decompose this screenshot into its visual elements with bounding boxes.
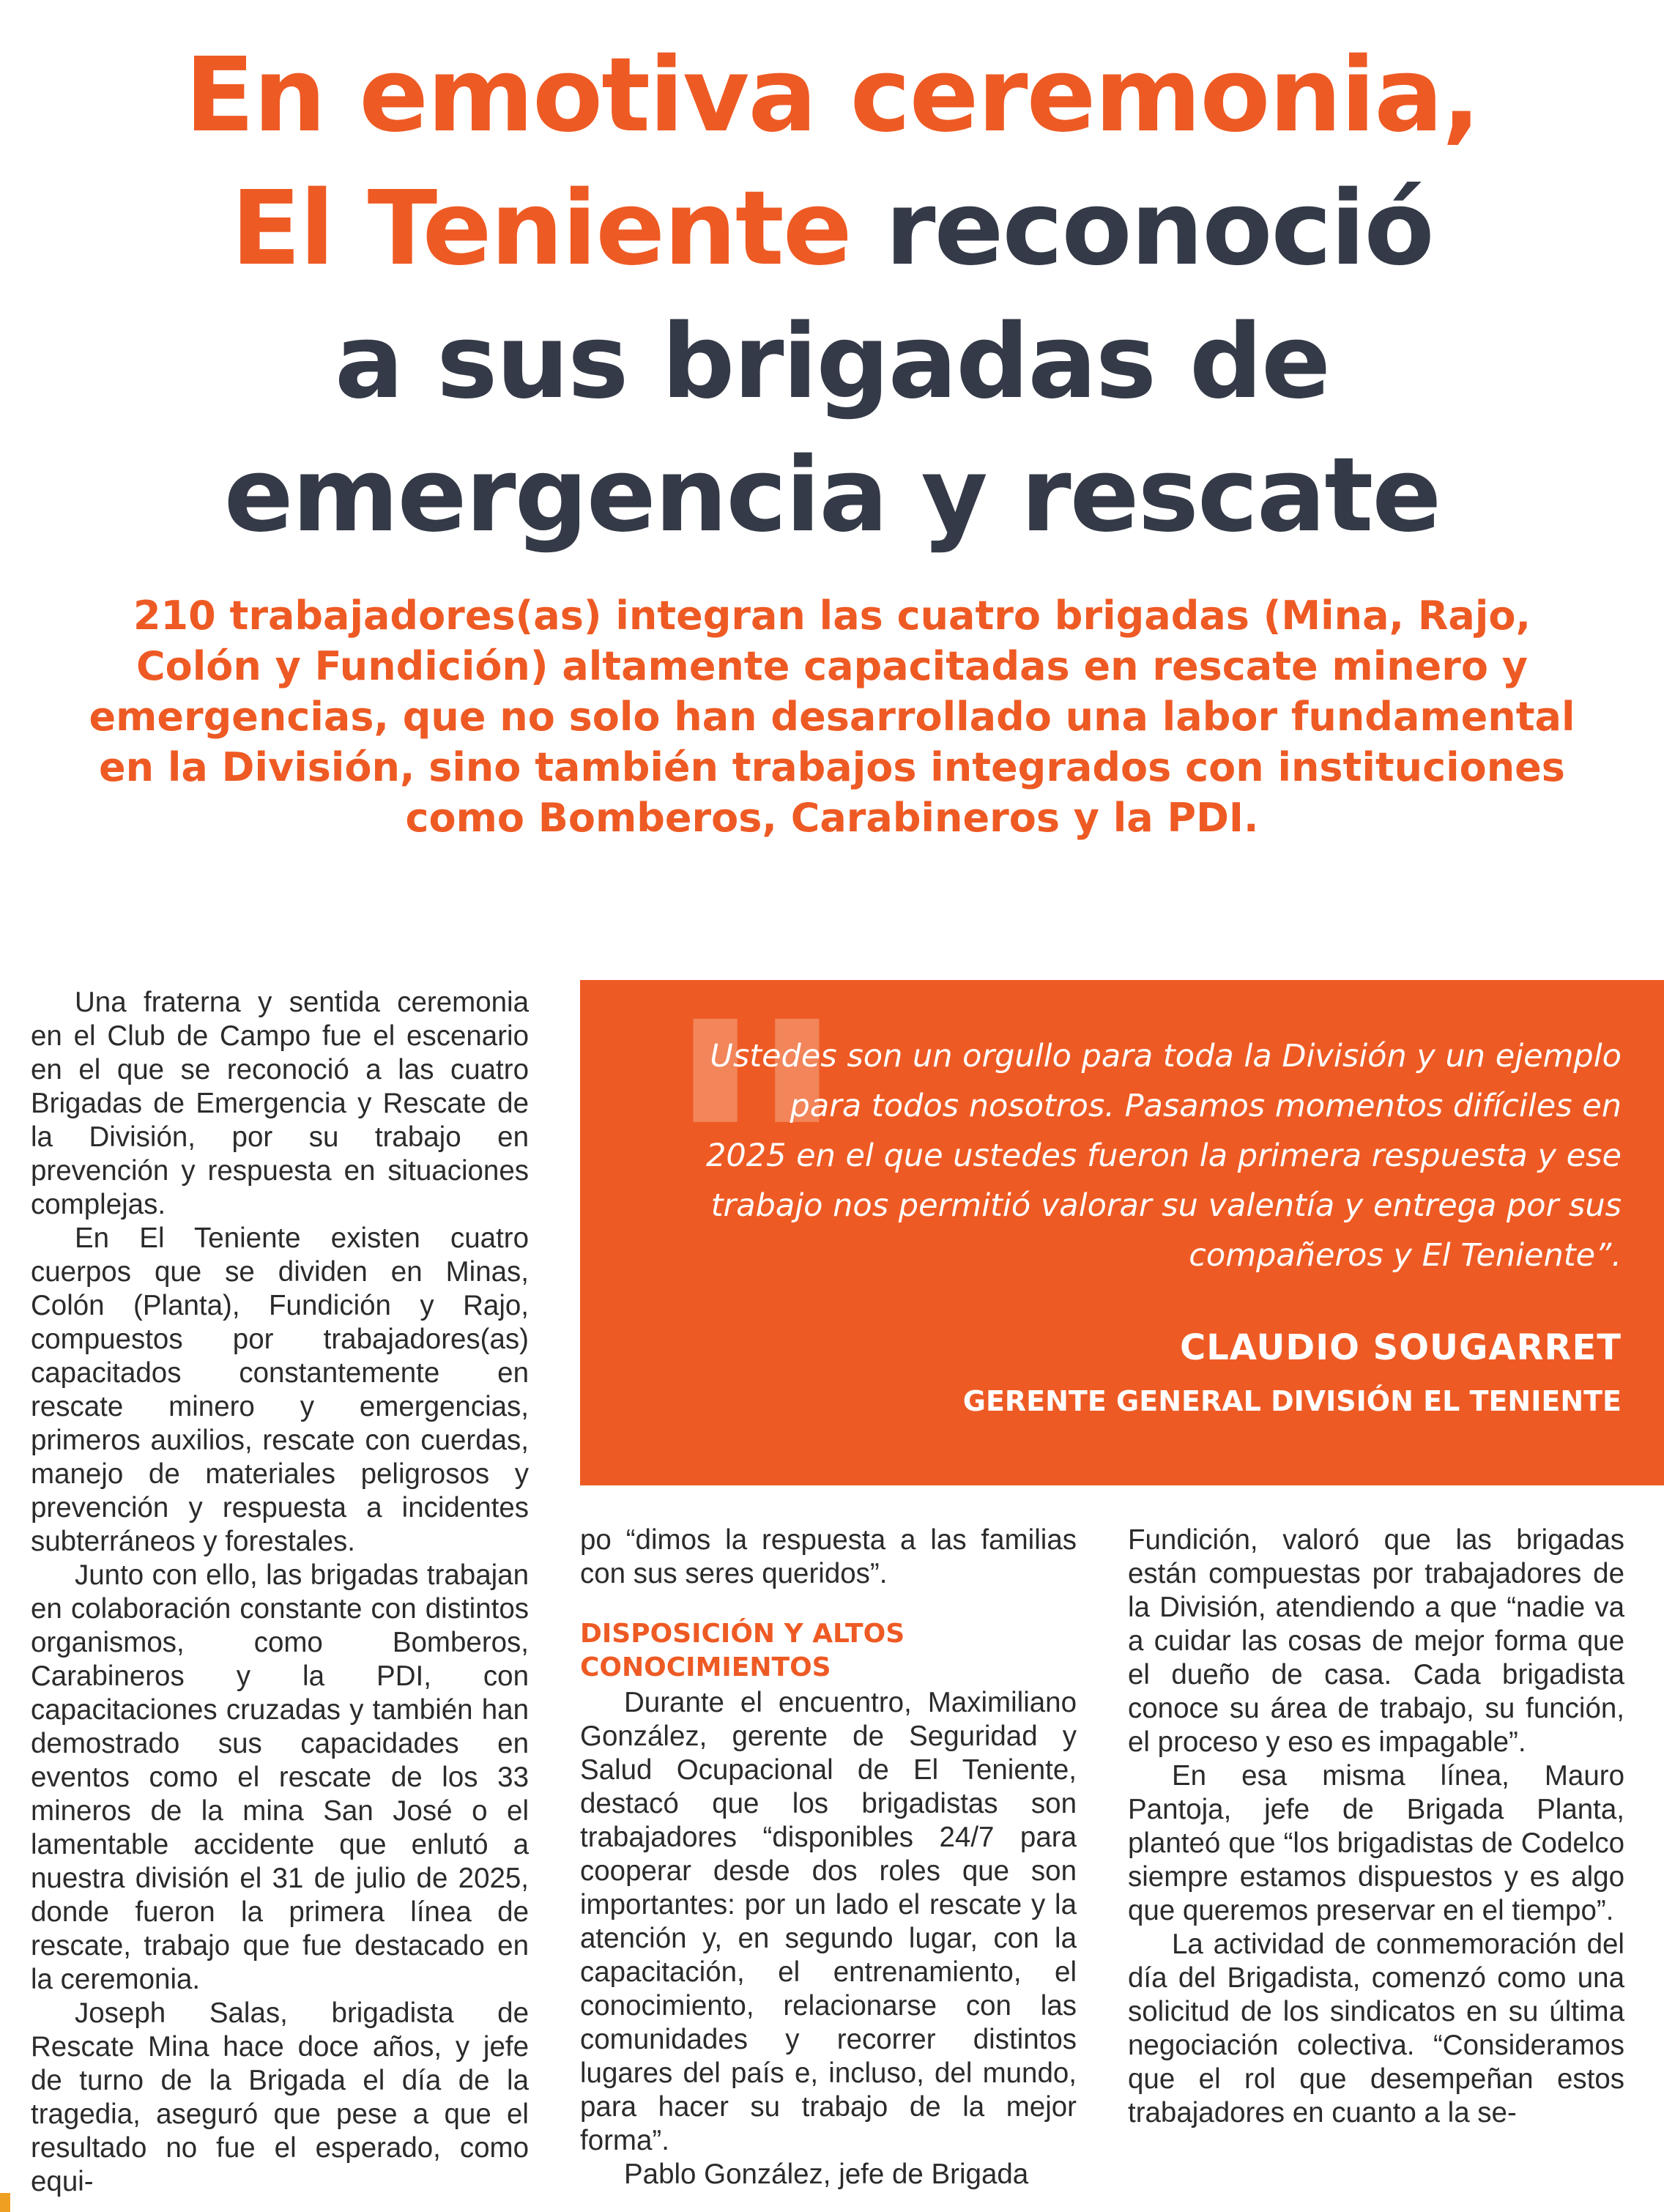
article-column-1 — [31, 986, 529, 2199]
paragraph: Pablo González, jefe de Brigada — [624, 2159, 1029, 2190]
paragraph: Junto con ello, las brigadas trabajan en colaboración constante con distintos organismos, como Bomberos, Carabineros y la PDI, con capacitaciones cruzadas y también han demostrado sus capacidades en eventos como el rescate de los 33 mineros de la mina San José o el lamentable accidente que enlutó a nuestra división el 31 de julio de 2025, donde fueron la primera línea de rescate, trabajo que fue destacado en la ceremonia. — [31, 1559, 529, 1995]
section-heading: DISPOSICIÓN Y ALTOS CONOCIMIENTOS — [580, 1619, 905, 1682]
page-marker — [0, 2193, 10, 2212]
article-column-3 — [1128, 1523, 1624, 2130]
headline-line-4: emergencia y rescate — [223, 436, 1441, 555]
headline-line-2 — [44, 163, 1620, 296]
quote-author-role: GERENTE GENERAL DIVISIÓN EL TENIENTE — [962, 1385, 1622, 1417]
paragraph: La actividad de conmemoración del día del Brigadista, comenzó como una solicitud de los sindicatos en su última negociación colectiva. “Consideramos que el rol que desempeñan estos trabajadores en cuanto a la se- — [1128, 1929, 1624, 2129]
paragraph: Una fraterna y sentida ceremonia en el Club de Campo fue el escenario en el que se reconoció a las cuatro Brigadas de Emergencia y Rescate de la División, por su trabajo en prevención y respuesta en situaciones complejas. — [31, 987, 529, 1220]
paragraph: En El Teniente existen cuatro cuerpos que se dividen en Minas, Colón (Planta), Fundición y Rajo, compuestos por trabajadores(as) capacitados constantemente en rescate minero y emergencias, primeros auxilios, rescate con cuerdas, manejo de materiales peligrosos y prevención y respuesta a incidentes subterráneos y forestales. — [31, 1222, 529, 1557]
paragraph: Durante el encuentro, Maximiliano González, gerente de Seguridad y Salud Ocupacional de El Teniente, destacó que los brigadistas son trabajadores “disponibles 24/7 para cooperar desde dos roles que son importantes: por un lado el rescate y la atención y, en segundo lugar, con la capacitación, el entrenamiento, el conocimiento, relacionarse con las comunidades y recorrer distintos lugares del país e, incluso, del mundo, para hacer su trabajo de la mejor forma”. — [580, 1687, 1077, 2156]
quote-mark-icon: " — [657, 980, 855, 1387]
paragraph: po “dimos la respuesta a las familias con sus seres queridos”. — [580, 1524, 1077, 1589]
article-column-2 — [580, 1523, 1077, 2191]
paragraph: Fundición, valoró que las brigadas están compuestas por trabajadores de la División, atendiendo a que “nadie va a cuidar las cosas de mejor forma que el dueño de casa. Cada brigadista conoce su área de trabajo, su función, el proceso y eso es impagable”. — [1128, 1524, 1624, 1758]
paragraph: En esa misma línea, Mauro Pantoja, jefe de Brigada Planta, planteó que “los brigadistas de Codelco siempre estamos dispuestos y es algo que queremos preservar en el tiempo”. — [1128, 1760, 1624, 1926]
headline-line-1: En emotiva ceremonia, — [185, 36, 1479, 155]
subtitle: 210 trabajadores(as) integran las cuatro brigadas (Mina, Rajo, Colón y Fundición) altamente capacitadas en rescate minero y emergencias, que no solo han desarrollado una labor fundamental en la División, sino también trabajos integrados con instituciones como Bomberos, Carabineros y la PDI. — [89, 593, 1575, 841]
quote-text: Ustedes son un orgullo para toda la División y un ejemplo para todos nosotros. Pasamos momentos difíciles en 2025 en el que ustedes fueron la primera respuesta y ese trabajo nos permitió valorar su valentía y entrega por sus compañeros y El Teniente”. — [706, 1038, 1622, 1274]
headline-line-2-rest: reconoció — [850, 169, 1433, 289]
paragraph: Joseph Salas, brigadista de Rescate Mina hace doce años, y jefe de turno de la Brigada el día de la tragedia, aseguró que pese a que el resultado no fue el esperado, como equi- — [31, 1997, 529, 2197]
headline — [44, 29, 1620, 563]
quote-author: CLAUDIO SOUGARRET — [1179, 1327, 1622, 1368]
headline-highlight: El Teniente — [231, 169, 851, 289]
pull-quote — [580, 980, 1664, 1485]
headline-line-3: a sus brigadas de — [334, 303, 1330, 422]
